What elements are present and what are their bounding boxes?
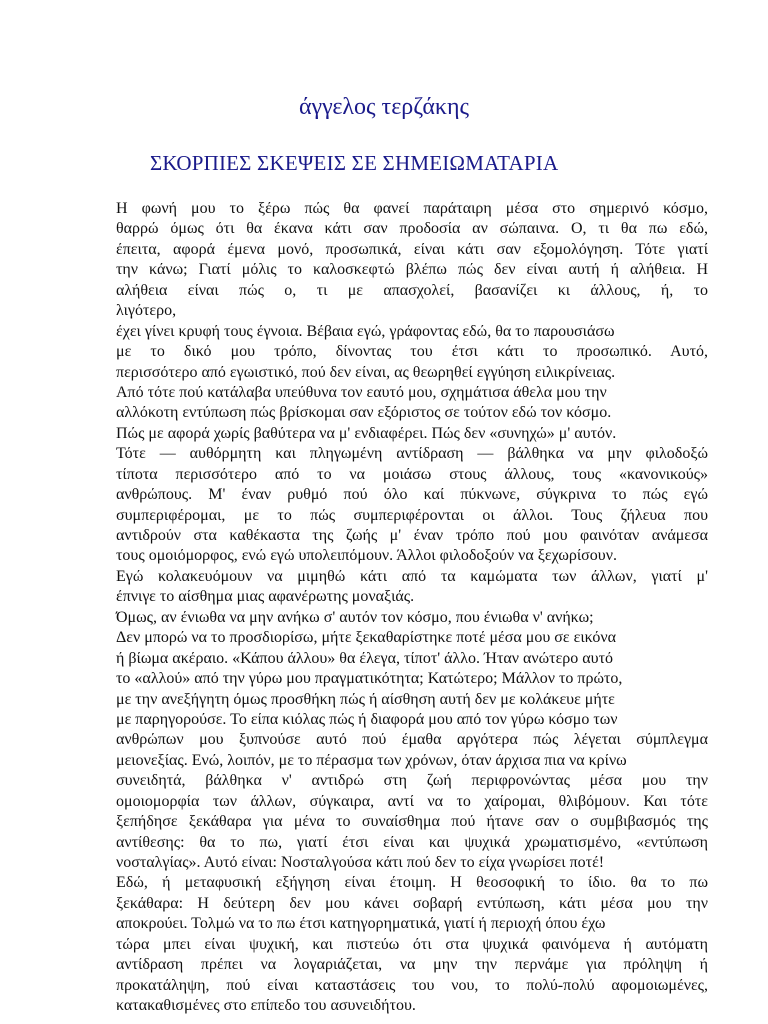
text-line: Δεν μπορώ να το προσδιορίσω, μήτε ξεκαθαρίστηκε ποτέ μέσα μου σε εικόνα bbox=[116, 629, 616, 647]
text-line: με παρηγορούσε. Το είπα κιόλας πώς ή διαφορά μου από τον γύρω κόσμο των bbox=[116, 710, 618, 728]
body-text bbox=[116, 199, 708, 1017]
author-name: άγγελος τερζάκης bbox=[298, 94, 470, 120]
text-line: το «αλλού» από την γύρω μου πραγματικότητα; Κατώτερο; Μάλλον το πρώτο, bbox=[116, 670, 623, 688]
text-line: Τότε — αυθόρμητη και πληγωμένη αντίδραση — βάλθηκα να μην φιλοδοξώ bbox=[116, 445, 708, 463]
text-line: με την ανεξήγητη όμως προσθήκη πώς ή αίσθηση αυτή δεν με κολάκευε μήτε bbox=[116, 690, 615, 708]
text-line: Η φωνή μου το ξέρω πώς θα φανεί παράταιρη μέσα στο σημερινό κόσμο, bbox=[116, 200, 708, 217]
text-line: αντιδρούν στα καθέκαστα της ζωής μ' έναν τρόπο πού μου φαινόταν ανάμεσα bbox=[116, 527, 708, 544]
text-line: ομοιομορφία των άλλων, σύγκαιρα, αντί να το χαίρομαι, θλιβόμουν. Και τότε bbox=[116, 792, 708, 810]
text-line: με το δικό μου τρόπο, δίνοντας του έτσι κάτι το προσωπικό. Αυτό, bbox=[116, 343, 708, 361]
text-line: προκατάληψη, πού είναι καταστάσεις του νου, το πολύ-πολύ αφομοιωμένες, bbox=[116, 976, 708, 994]
text-line: έπνιγε το αίσθημα μιας αφανέρωτης μοναξιάς. bbox=[116, 588, 415, 606]
text-line: κατακαθισμένες στο επίπεδο του ασυνειδήτου. bbox=[116, 997, 416, 1015]
text-line: έχει γίνει κρυφή τους έγνοια. Βέβαια εγώ, γράφοντας εδώ, θα το παρουσιάσω bbox=[116, 322, 615, 340]
text-line: ανθρώπων μου ξυπνούσε αυτό πού έμαθα αργότερα πώς λέγεται σύμπλεγμα bbox=[116, 731, 708, 749]
text-line: την κάνω; Γιατί μόλις το καλοσκεφτώ βλέπω πώς δεν είναι αυτή ή αλήθεια. Η bbox=[116, 261, 708, 279]
text-line: αντίθεσης: θα το πω, γιατί έτσι είναι και ψυχικά χρωματισμένο, «εντύπωση bbox=[116, 833, 708, 851]
text-line: λιγότερο, bbox=[116, 302, 177, 320]
text-line: ξεκάθαρα: Η δεύτερη δεν μου κάνει σοβαρή εντύπωση, κάτι μέσα μου την bbox=[116, 894, 708, 912]
text-line: τίποτα περισσότερο από το να μοιάσω στους άλλους, τους «κανονικούς» bbox=[116, 465, 708, 483]
text-line: θαρρώ όμως ότι θα έκανα κάτι σαν προδοσία αν σώπαινα. Ο, τι θα πω εδώ, bbox=[116, 220, 708, 238]
text-line: νοσταλγίας». Αυτό είναι: Νοσταλγούσα κάτι πού δεν το είχα γνωρίσει ποτέ! bbox=[116, 854, 605, 871]
text-line: Πώς με αφορά χωρίς βαθύτερα να μ' ενδιαφέρει. Πώς δεν «συνηχώ» μ' αυτόν. bbox=[116, 424, 617, 442]
text-line: αλήθεια είναι πώς ο, τι με απασχολεί, βασανίζει κι άλλους, ή, το bbox=[116, 281, 708, 299]
text-line: Από τότε πού κατάλαβα υπεύθυνα τον εαυτό μου, σχημάτισα άθελα μου την bbox=[116, 383, 607, 401]
text-line: ή βίωμα ακέραιο. «Κάπου άλλου» θα έλεγα, τίποτ' άλλο. Ήταν ανώτερο αυτό bbox=[116, 649, 614, 667]
text-line: συνειδητά, βάλθηκα ν' αντιδρώ στη ζωή περιφρονώντας μέσα μου την bbox=[116, 772, 708, 790]
text-line: αλλόκοτη εντύπωση πώς βρίσκομαι σαν εξόριστος σε τούτον εδώ τον κόσμο. bbox=[116, 404, 612, 422]
text-line: μειονεξίας. Ενώ, λοιπόν, με το πέρασμα των χρόνων, όταν άρχισα πια να κρίνω bbox=[116, 751, 627, 769]
text-line: αντίδραση πρέπει να λογαριάζεται, να μην την περνάμε για πρόληψη ή bbox=[116, 956, 708, 974]
text-line: περισσότερο από εγωιστικό, πού δεν είναι, ας θεωρηθεί εγγύηση ειλικρίνειας. bbox=[116, 363, 616, 381]
text-line: Εδώ, ή μεταφυσική εξήγηση είναι έτοιμη. Η θεοσοφική το ίδιο. θα το πω bbox=[116, 874, 708, 892]
text-line: Εγώ κολακευόμουν να μιμηθώ κάτι από τα καμώματα των άλλων, γιατί μ' bbox=[116, 567, 708, 585]
text-line: τώρα μπει είναι ψυχική, και πιστεύω ότι στα ψυχικά φαινόμενα ή αυτόματη bbox=[116, 935, 708, 953]
text-line: Όμως, αν ένιωθα να μην ανήκω σ' αυτόν τον κόσμο, που ένιωθα ν' ανήκω; bbox=[116, 608, 594, 626]
text-line: ξεπήδησε ξεκάθαρα για μένα το συναίσθημα πού ήτανε σαν ο συμβιβασμός της bbox=[116, 813, 708, 831]
text-line: τους ομοιόμορφος, ενώ εγώ υπολειπόμουν. Άλλοι φιλοδοξούν να ξεχωρίσουν. bbox=[116, 547, 617, 565]
document-title: ΣΚΟΡΠΙΕΣ ΣΚΕΨΕΙΣ ΣΕ ΣΗΜΕΙΩΜΑΤΑΡΙΑ bbox=[150, 151, 559, 175]
text-line: ανθρώπους. Μ' έναν ρυθμό πού όλο καί πύκνωνε, σύγκρινα το πώς εγώ bbox=[116, 486, 708, 504]
text-line: έπειτα, αφορά έμενα μονό, προσωπικά, είναι κάτι σαν εξομολόγηση. Τότε γιατί bbox=[116, 240, 708, 258]
text-line: αποκρούει. Τολμώ να το πω έτσι κατηγορηματικά, γιατί ή περιοχή όπου έχω bbox=[116, 915, 606, 933]
text-line: συμπεριφέρομαι, με το πώς συμπεριφέρονται οι άλλοι. Τους ζήλευα που bbox=[116, 506, 708, 524]
